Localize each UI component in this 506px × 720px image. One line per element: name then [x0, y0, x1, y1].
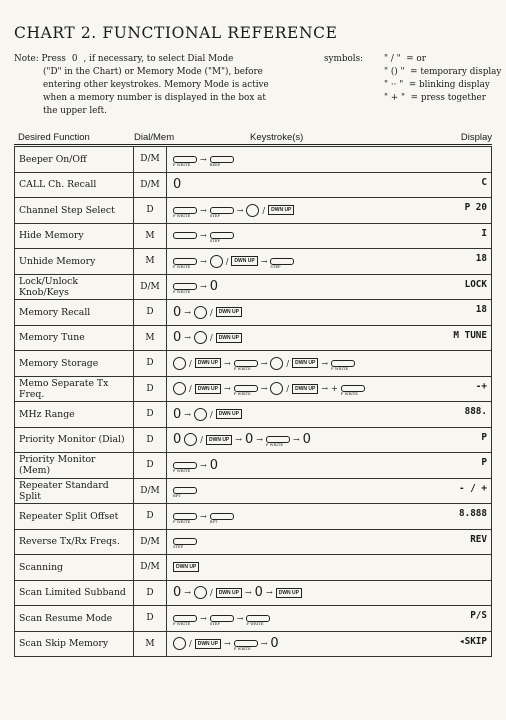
arrow-icon: → — [200, 613, 207, 623]
table-row — [15, 580, 492, 606]
dwn-up-key-icon: DWN UP — [268, 205, 294, 215]
display-indicator: ◂SKIP — [459, 635, 487, 647]
symbol-key: " ·· " — [384, 80, 404, 90]
page-title: CHART 2. FUNCTIONAL REFERENCE — [14, 24, 338, 42]
display-indicator: P — [481, 431, 487, 443]
symbol-key: " + " — [384, 93, 406, 103]
keystroke-cell — [167, 504, 492, 530]
header-keystrokes: Keystroke(s) — [250, 132, 304, 143]
header-display: Display — [460, 132, 492, 143]
keystroke-cell — [167, 555, 492, 581]
display-indicator: P 20 — [464, 202, 487, 213]
dwn-up-key-icon: DWN UP — [216, 409, 242, 419]
dial-knob-icon — [173, 382, 186, 395]
display-indicator: I — [481, 227, 487, 239]
key-button-icon: STEP — [210, 232, 234, 239]
symbol-key: " / " — [384, 54, 401, 64]
dial-knob-icon — [194, 331, 207, 344]
table-row — [15, 478, 492, 504]
function-name: MHz Range — [15, 402, 134, 428]
note-line-2: ("D" in the Chart) or Memory Mode ("M"), before — [43, 67, 263, 77]
key-button-icon: RPT — [173, 487, 197, 494]
keystroke-cell — [167, 529, 492, 555]
dial-knob-icon — [270, 382, 283, 395]
dial-knob-icon — [194, 586, 207, 599]
display-indicator: P/S — [470, 610, 487, 621]
symbols-legend — [324, 53, 501, 105]
table-row — [15, 453, 492, 479]
dwn-up-key-icon: DWN UP — [173, 562, 199, 572]
arrow-icon: → — [236, 205, 244, 215]
key-button-icon: STEP — [210, 615, 234, 622]
dial-mem-value: D — [134, 606, 167, 632]
dial-mode-key-icon: 0 — [71, 54, 78, 64]
dial-mem-value: D/M — [134, 274, 167, 300]
header-dialmem: Dial/Mem — [134, 132, 175, 143]
function-name: Reverse Tx/Rx Freqs. — [15, 529, 134, 555]
dial-mem-value: D — [134, 453, 167, 479]
function-name: Priority Monitor (Mem) — [15, 453, 134, 479]
arrow-icon: → — [200, 460, 207, 470]
arrow-icon: → — [200, 205, 207, 215]
dial-mem-value: D — [134, 376, 167, 402]
function-name: Scan Limited Subband — [15, 580, 134, 606]
arrow-icon: → — [200, 154, 207, 164]
table-row — [15, 223, 492, 249]
table-row — [15, 198, 492, 224]
dial-knob-icon — [194, 408, 207, 421]
keystroke-cell: F WRITE → / DWN UP → STEP 18 — [167, 249, 492, 275]
dmr-key-icon: 0 — [173, 432, 182, 447]
display-indicator: LOCK — [464, 278, 487, 290]
key-button-icon — [173, 232, 197, 239]
dwn-up-key-icon: DWN UP — [195, 358, 221, 368]
table-row — [15, 555, 492, 581]
dwn-up-key-icon: DWN UP — [292, 384, 318, 394]
arrow-icon: → — [184, 307, 191, 317]
dmr-key-icon: 0 — [173, 330, 182, 345]
dwn-up-key-icon: DWN UP — [216, 307, 242, 317]
dial-mem-value: D — [134, 504, 167, 530]
dwn-up-key-icon: DWN UP — [292, 358, 318, 368]
keystroke-cell: 0 / DWN UP → 0 → F WRITE → 0 P — [167, 427, 492, 453]
arrow-icon: → — [200, 256, 207, 266]
function-name: Unhide Memory — [15, 249, 134, 275]
dial-mem-value: D — [134, 402, 167, 428]
dial-mem-value: D/M — [134, 478, 167, 504]
dmr-key-icon: 0 — [209, 279, 218, 294]
table-header — [14, 132, 492, 145]
key-button-icon: F WRITE — [173, 615, 197, 622]
dial-mem-value: D/M — [134, 147, 167, 173]
dial-mem-value: D — [134, 351, 167, 377]
dmr-key-icon: 0 — [173, 177, 182, 192]
keystroke-cell — [167, 223, 492, 249]
dmr-key-icon: 0 — [209, 457, 218, 473]
keystroke-cell — [167, 606, 492, 632]
function-name: Scanning — [15, 555, 134, 581]
dial-mem-value: D/M — [134, 529, 167, 555]
key-button-icon: F WRITE — [234, 385, 258, 392]
keystroke-cell: / DWN UP → F WRITE → / DWN UP → F WRITE — [167, 351, 492, 377]
note-text — [14, 53, 304, 118]
arrow-icon: → — [200, 282, 207, 291]
arrow-icon: → — [265, 588, 273, 597]
function-name: CALL Ch. Recall — [15, 172, 134, 198]
table-row — [15, 376, 492, 402]
dial-mem-value: M — [134, 223, 167, 249]
dial-mem-value: D/M — [134, 555, 167, 581]
dwn-up-key-icon: DWN UP — [276, 588, 302, 598]
arrow-icon: → — [260, 256, 268, 266]
display-indicator: P — [481, 457, 487, 468]
display-indicator: 888. — [464, 406, 487, 417]
table-row — [15, 274, 492, 300]
table-row — [15, 606, 492, 632]
display-indicator: 18 — [475, 304, 487, 315]
key-button-icon: F WRITE — [173, 207, 197, 214]
dial-knob-icon — [270, 357, 283, 370]
keystroke-cell: 0 → / DWN UP 888. — [167, 402, 492, 428]
dial-mem-value: M — [134, 631, 167, 657]
dmr-key-icon: 0 — [254, 585, 263, 600]
keystroke-cell — [167, 478, 492, 504]
arrow-icon: → — [223, 358, 231, 368]
keystroke-cell: 0 → / DWN UP → 0 → DWN UP — [167, 580, 492, 606]
arrow-icon: → — [223, 384, 231, 393]
function-name: Channel Step Select — [15, 198, 134, 224]
dial-knob-icon — [173, 357, 186, 370]
function-name: Priority Monitor (Dial) — [15, 427, 134, 453]
dwn-up-key-icon: DWN UP — [195, 384, 221, 394]
function-name: Beeper On/Off — [15, 147, 134, 173]
key-button-icon: STEP — [270, 258, 294, 265]
function-name: Lock/Unlock Knob/Keys — [15, 274, 134, 300]
keystroke-cell: 0 → / DWN UP 18 — [167, 300, 492, 326]
table-row — [15, 351, 492, 377]
keystroke-cell: F WRITE → STEP → / DWN UP P 20 — [167, 198, 492, 224]
arrow-icon: → — [256, 435, 263, 444]
dwn-up-key-icon: DWN UP — [206, 435, 232, 445]
dwn-up-key-icon: DWN UP — [216, 588, 242, 598]
arrow-icon: → — [321, 358, 329, 368]
symbol-val: = or — [406, 54, 426, 64]
function-name: Repeater Split Offset — [15, 504, 134, 530]
arrow-icon: → — [184, 588, 191, 597]
key-button-icon: F WRITE — [173, 513, 197, 520]
table-row — [15, 300, 492, 326]
keystroke-cell — [167, 453, 492, 479]
dial-mem-value: D — [134, 300, 167, 326]
dmr-key-icon: 0 — [302, 432, 311, 447]
display-indicator: -+ — [475, 380, 487, 392]
dmr-key-icon: 0 — [173, 304, 182, 320]
arrow-icon: → — [244, 588, 252, 597]
table-row — [15, 631, 492, 657]
key-button-icon: F WRITE — [234, 640, 258, 647]
key-button-icon: RPT — [210, 513, 234, 520]
arrow-icon: → — [292, 435, 300, 444]
keystroke-cell: / DWN UP → F WRITE → / DWN UP → + F WRITE -+ — [167, 376, 492, 402]
function-table — [14, 146, 492, 657]
dmr-key-icon: 0 — [173, 585, 182, 600]
note-line-1: , if necessary, to select Dial Mode — [83, 54, 234, 64]
function-name: Scan Skip Memory — [15, 631, 134, 657]
keystroke-cell: 0 → / DWN UP M TUNE — [167, 325, 492, 351]
arrow-icon: → — [260, 384, 268, 393]
symbol-val: = press together — [410, 93, 486, 103]
key-button-icon: F WRITE — [331, 360, 355, 367]
function-name: Hide Memory — [15, 223, 134, 249]
key-button-icon: STEP — [210, 207, 234, 214]
dial-knob-icon — [246, 204, 259, 217]
keystroke-cell — [167, 274, 492, 300]
display-indicator: 18 — [475, 253, 487, 264]
arrow-icon: → — [200, 511, 207, 521]
keystroke-cell — [167, 172, 492, 198]
dial-mem-value: D — [134, 580, 167, 606]
note-line-5: the upper left. — [43, 106, 107, 116]
display-indicator: 8.888 — [459, 508, 487, 519]
arrow-icon: → — [260, 358, 268, 368]
keystroke-cell — [167, 147, 492, 173]
table-row — [15, 325, 492, 351]
dwn-up-key-icon: DWN UP — [195, 639, 221, 649]
key-button-icon: F WRITE — [234, 360, 258, 367]
function-name: Memory Recall — [15, 300, 134, 326]
symbol-key: " () " — [384, 67, 405, 77]
display-indicator: C — [481, 176, 487, 188]
note-line-3: entering other keystrokes. Memory Mode is active — [43, 80, 269, 90]
dial-mem-value: D — [134, 198, 167, 224]
function-name: Memory Storage — [15, 351, 134, 377]
dmr-key-icon: 0 — [244, 432, 254, 447]
symbol-val: = blinking display — [408, 80, 490, 90]
key-button-icon: F WRITE — [173, 156, 197, 163]
table-row — [15, 427, 492, 453]
arrow-icon: → — [236, 613, 244, 623]
dial-mem-value: M — [134, 249, 167, 275]
table-row — [15, 529, 492, 555]
dial-mem-value: M — [134, 325, 167, 351]
arrow-icon: → — [223, 639, 231, 648]
symbols-label: symbols: — [324, 54, 364, 64]
display-indicator: REV — [470, 533, 487, 545]
dwn-up-key-icon: DWN UP — [231, 256, 257, 266]
key-button-icon: F WRITE — [266, 436, 290, 443]
display-indicator: M TUNE — [453, 329, 487, 341]
arrow-icon: → — [321, 384, 329, 393]
display-indicator: - / + — [459, 482, 487, 494]
dmr-key-icon: 0 — [173, 406, 182, 422]
function-name: Memo Separate Tx Freq. — [15, 376, 134, 402]
key-button-icon: F WRITE — [341, 385, 365, 392]
arrow-icon: → — [200, 231, 207, 240]
keystroke-cell: / DWN UP → F WRITE → 0 ◂SKIP — [167, 631, 492, 657]
arrow-icon: → — [184, 333, 191, 342]
header-function: Desired Function — [18, 132, 90, 143]
arrow-icon: → — [260, 639, 268, 648]
table-row — [15, 147, 492, 173]
key-button-icon: F WRITE — [173, 258, 197, 265]
key-button-icon: F WRITE — [173, 462, 197, 469]
dial-knob-icon — [194, 306, 207, 319]
arrow-icon: → — [184, 409, 191, 419]
key-button-icon: F WRITE — [173, 283, 197, 290]
dwn-up-key-icon: DWN UP — [216, 333, 242, 343]
table-row — [15, 402, 492, 428]
dial-knob-icon — [173, 637, 186, 650]
function-name: Memory Tune — [15, 325, 134, 351]
note-line-4: when a memory number is displayed in the box at — [43, 93, 266, 103]
dial-mem-value: D — [134, 427, 167, 453]
table-row — [15, 249, 492, 275]
table-row — [15, 504, 492, 530]
key-button-icon: BEEP — [210, 156, 234, 163]
dmr-key-icon: 0 — [270, 636, 279, 651]
dial-mem-value: D/M — [134, 172, 167, 198]
table-row — [15, 172, 492, 198]
key-button-icon: STEP — [173, 538, 197, 545]
function-name: Repeater Standard Split — [15, 478, 134, 504]
note-lead: Note: Press — [14, 54, 66, 64]
dial-knob-icon — [210, 255, 223, 268]
symbol-val: = temporary display — [410, 67, 502, 77]
arrow-icon: → — [235, 435, 242, 444]
key-button-icon: F WRITE — [246, 615, 270, 622]
function-name: Scan Resume Mode — [15, 606, 134, 632]
dial-knob-icon — [184, 433, 197, 446]
